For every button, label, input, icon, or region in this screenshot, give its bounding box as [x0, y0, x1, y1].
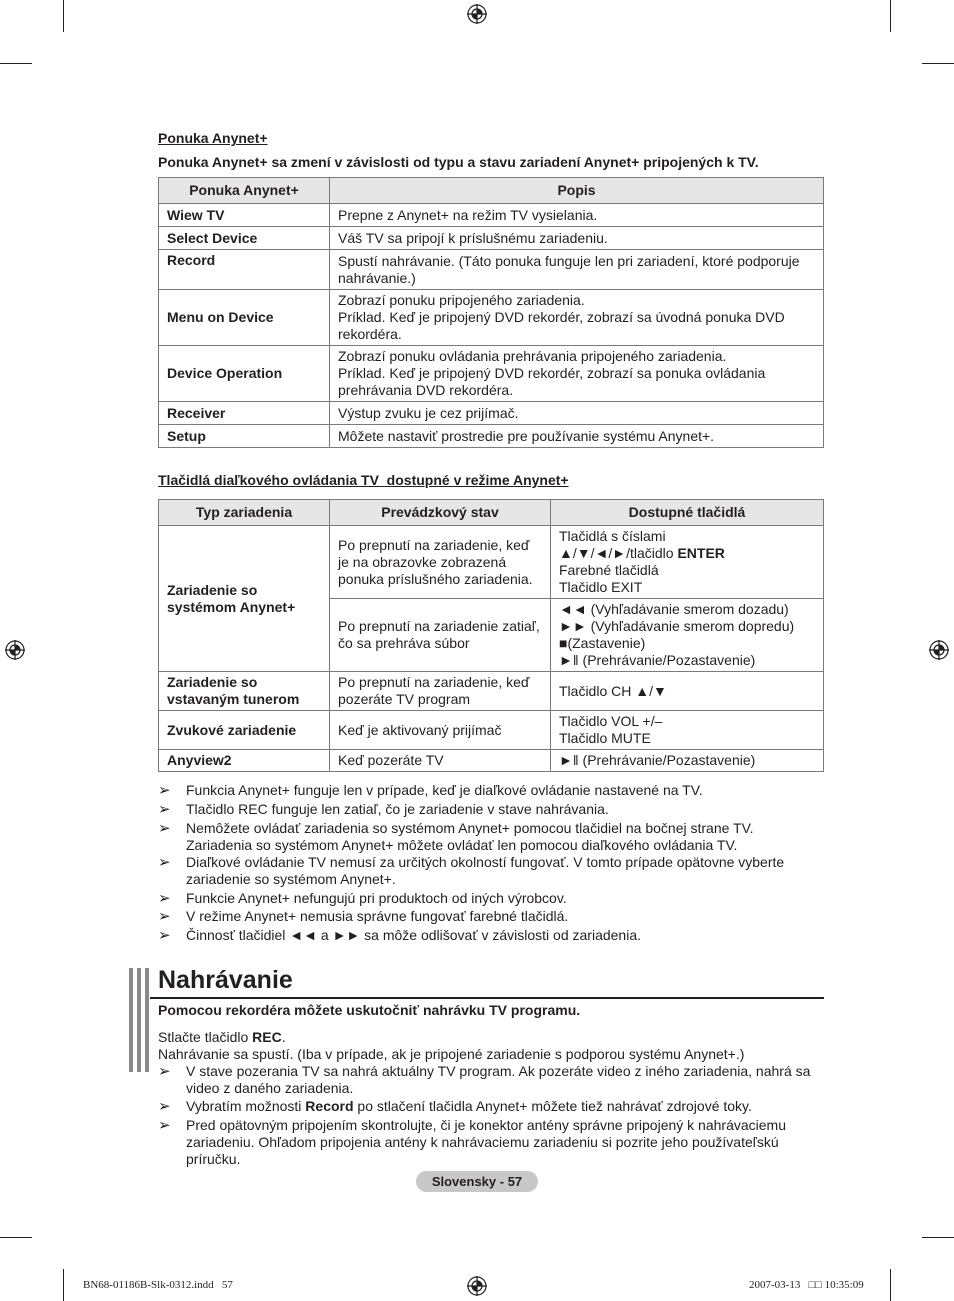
button-line: ►► (Vyhľadávanie smerom dopredu): [559, 618, 795, 634]
menu-name-cell: Wiew TV: [159, 204, 330, 227]
note-line: Diaľkové ovládanie TV nemusí za určitých okolností fungovať. V tomto prípade opätovne vyberte: [186, 854, 785, 870]
menu-desc-cell: [330, 290, 824, 346]
note-line: Nemôžete ovládať zariadenia so systémom Anynet+ pomocou tlačidiel na bočnej strane TV.: [186, 820, 754, 836]
menu-name-cell: Menu on Device: [159, 290, 330, 346]
anynet-menu-heading: Ponuka Anynet+: [158, 130, 268, 146]
crop-mark: [63, 0, 64, 32]
device-type-cell: Anyview2: [159, 750, 330, 772]
note-arrow-icon: ➢: [158, 801, 171, 818]
buttons-cell: [551, 599, 824, 672]
recording-start-line: Nahrávanie sa spustí. (Iba v prípade, ak je pripojené zariadenie s podporou systému Anynet+.): [158, 1046, 745, 1062]
desc-line: prehrávania DVD rekordéra.: [338, 382, 514, 398]
note-line: zariadeniu. Ohľadom pripojenia antény k nahrávaciemu zariadeniu si pozrite jeho používateľskú: [186, 1134, 779, 1150]
button-line: ►‖ (Prehrávanie/Pozastavenie): [559, 652, 756, 668]
press-suffix: .: [281, 1029, 286, 1045]
state-cell: Po prepnutí na zariadenie, keď pozeráte TV program: [330, 672, 551, 711]
table-row: [159, 250, 824, 290]
menu-name-cell: Record: [159, 250, 330, 290]
table-row: [159, 425, 824, 448]
note-line: Pred opätovným pripojením skontrolujte, či je konektor antény správne pripojený k nahrávaciemu: [186, 1117, 786, 1133]
title-rule: [150, 997, 824, 999]
note-line: Funkcia Anynet+ funguje len v prípade, keď je diaľkové ovládanie nastavené na TV.: [186, 782, 703, 798]
note-line: V stave pozerania TV sa nahrá aktuálny TV program. Ak pozeráte video z iného zariadenia, nahrá sa: [186, 1063, 811, 1079]
section-side-bar: [129, 968, 133, 1072]
state-cell: Keď pozeráte TV: [330, 750, 551, 772]
table-row: [159, 227, 824, 250]
button-line: Farebné tlačidlá: [559, 562, 659, 578]
device-type-cell: Zariadenie so systémom Anynet+: [159, 526, 330, 672]
menu-name-cell: Receiver: [159, 402, 330, 425]
note-arrow-icon: ➢: [158, 1098, 171, 1115]
note-arrow-icon: ➢: [158, 854, 171, 871]
table-header-row: [159, 500, 824, 526]
note-line: Funkcie Anynet+ nefungujú pri produktoch od iných výrobcov.: [186, 890, 567, 906]
rec-key-text: REC: [252, 1029, 282, 1045]
registration-mark-icon: [466, 1275, 488, 1297]
crop-mark: [890, 1269, 891, 1301]
device-type-cell: Zariadenie so vstavaným tunerom: [159, 672, 330, 711]
note-item: [158, 890, 828, 907]
desc-line: Príklad. Keď je pripojený DVD rekordér, zobrazí sa ponuka ovládania: [338, 365, 766, 381]
note-line: zariadenie so systémom Anynet+.: [186, 871, 396, 887]
menu-desc-cell: Prepne z Anynet+ na režim TV vysielania.: [330, 204, 824, 227]
button-line: Tlačidlo EXIT: [559, 579, 643, 595]
remote-buttons-heading: Tlačidlá diaľkového ovládania TV dostupné v režime Anynet+: [158, 472, 569, 488]
device-type-cell: Zvukové zariadenie: [159, 711, 330, 750]
crop-mark: [890, 0, 891, 32]
state-cell: Po prepnutí na zariadenie zatiaľ, čo sa prehráva súbor: [330, 599, 551, 672]
note-item: [158, 820, 828, 854]
desc-line: Zobrazí ponuku ovládania prehrávania pripojeného zariadenia.: [338, 348, 727, 364]
note-line: [186, 1098, 828, 1115]
table-row: [159, 346, 824, 402]
record-option-text: Record: [305, 1098, 354, 1114]
desc-line: Zobrazí ponuku pripojeného zariadenia.: [338, 292, 585, 308]
note-arrow-icon: ➢: [158, 1063, 171, 1080]
note-arrow-icon: ➢: [158, 782, 171, 799]
table-header-row: [159, 178, 824, 204]
note-arrow-icon: ➢: [158, 1117, 171, 1134]
note-arrow-icon: ➢: [158, 908, 171, 925]
note-item: [158, 854, 828, 888]
table-row: [159, 290, 824, 346]
note-arrow-icon: ➢: [158, 890, 171, 907]
recording-subtitle: Pomocou rekordéra môžete uskutočniť nahrávku TV programu.: [158, 1002, 581, 1018]
note-item: [158, 801, 828, 818]
notes-list: [158, 782, 828, 944]
desc-line: Príklad. Keď je pripojený DVD rekordér, zobrazí sa úvodná ponuka DVD: [338, 309, 785, 325]
note-item: [158, 1063, 828, 1097]
table-row: [159, 750, 824, 772]
column-header: Typ zariadenia: [159, 500, 330, 526]
section-side-bar: [145, 968, 149, 1072]
note-arrow-icon: ➢: [158, 927, 171, 944]
menu-desc-cell: Výstup zvuku je cez prijímač.: [330, 402, 824, 425]
note-arrow-icon: ➢: [158, 820, 171, 837]
note-suffix: po stlačení tlačidla Anynet+ môžete tiež nahrávať zdrojové toky.: [353, 1098, 752, 1114]
column-header: Prevádzkový stav: [330, 500, 551, 526]
registration-mark-icon: [4, 639, 26, 661]
note-item: [158, 1098, 828, 1115]
press-rec-line: [158, 1029, 828, 1046]
table-row: [159, 526, 824, 599]
note-item: [158, 908, 828, 925]
menu-desc-cell: Váš TV sa pripojí k príslušnému zariadeniu.: [330, 227, 824, 250]
note-item: [158, 782, 828, 799]
note-line: V režime Anynet+ nemusia správne fungovať farebné tlačidlá.: [186, 908, 569, 924]
button-line: Tlačidlá s číslami: [559, 528, 666, 544]
note-line: príručku.: [186, 1151, 241, 1167]
note-line: video z daného zariadenia.: [186, 1080, 354, 1096]
footer-date: 2007-03-13 □□ 10:35:09: [749, 1279, 864, 1291]
column-header: Ponuka Anynet+: [159, 178, 330, 204]
registration-mark-icon: [466, 3, 488, 25]
note-item: [158, 1117, 828, 1168]
note-line: Tlačidlo REC funguje len zatiaľ, čo je zariadenie v stave nahrávania.: [186, 801, 609, 817]
desc-line: Spustí nahrávanie. (Táto ponuka funguje len pri zariadení, ktoré podporuje: [338, 252, 800, 269]
desc-line: nahrávanie.): [338, 269, 416, 286]
remote-buttons-table: [158, 499, 824, 772]
state-cell: Po prepnutí na zariadenie, keď je na obrazovke zobrazená ponuka príslušného zariadenia.: [330, 526, 551, 599]
state-cell: Keď je aktivovaný prijímač: [330, 711, 551, 750]
desc-line: rekordéra.: [338, 326, 402, 342]
button-line: ■(Zastavenie): [559, 635, 646, 651]
footer-file-info: BN68-01186B-Slk-0312.indd 57: [83, 1279, 233, 1291]
column-header: Dostupné tlačidlá: [551, 500, 824, 526]
crop-mark: [922, 63, 954, 64]
table-row: [159, 402, 824, 425]
page-number-badge: Slovensky - 57: [416, 1171, 538, 1192]
button-line: Tlačidlo VOL +/–: [559, 713, 663, 729]
press-prefix: Stlačte tlačidlo: [158, 1029, 253, 1045]
crop-mark: [0, 63, 32, 64]
buttons-cell: [551, 711, 824, 750]
crop-mark: [63, 1269, 64, 1301]
buttons-cell: ►‖ (Prehrávanie/Pozastavenie): [551, 750, 824, 772]
crop-mark: [922, 1237, 954, 1238]
note-prefix: Vybratím možnosti: [186, 1098, 306, 1114]
recording-title: Nahrávanie: [158, 966, 293, 994]
button-line: Tlačidlo MUTE: [559, 730, 651, 746]
section-side-bar: [137, 968, 141, 1072]
menu-desc-cell: Môžete nastaviť prostredie pre používanie systému Anynet+.: [330, 425, 824, 448]
menu-desc-cell: [330, 346, 824, 402]
column-header: Popis: [330, 178, 824, 204]
table-row: [159, 711, 824, 750]
menu-desc-cell: [330, 250, 824, 290]
crop-mark: [0, 1237, 32, 1238]
buttons-cell: [551, 526, 824, 599]
menu-name-cell: Device Operation: [159, 346, 330, 402]
table-row: [159, 672, 824, 711]
button-line: [559, 545, 815, 562]
buttons-cell: Tlačidlo CH ▲/▼: [551, 672, 824, 711]
table-row: [159, 204, 824, 227]
enter-key-text: ENTER: [677, 545, 725, 561]
anynet-menu-table: [158, 177, 824, 448]
note-item: [158, 927, 828, 944]
menu-name-cell: Setup: [159, 425, 330, 448]
button-line: ◄◄ (Vyhľadávanie smerom dozadu): [559, 601, 789, 617]
arrow-keys-text: ▲/▼/◄/►/tlačidlo: [559, 545, 678, 561]
note-line: Činnosť tlačidiel ◄◄ a ►► sa môže odlišovať v závislosti od zariadenia.: [186, 927, 642, 943]
registration-mark-icon: [928, 639, 950, 661]
anynet-menu-intro: Ponuka Anynet+ sa zmení v závislosti od typu a stavu zariadení Anynet+ pripojených k TV.: [158, 154, 759, 170]
recording-body: [158, 1029, 828, 1168]
note-line: Zariadenia so systémom Anynet+ môžete ovládať len pomocou diaľkového ovládania TV.: [186, 837, 738, 853]
menu-name-cell: Select Device: [159, 227, 330, 250]
